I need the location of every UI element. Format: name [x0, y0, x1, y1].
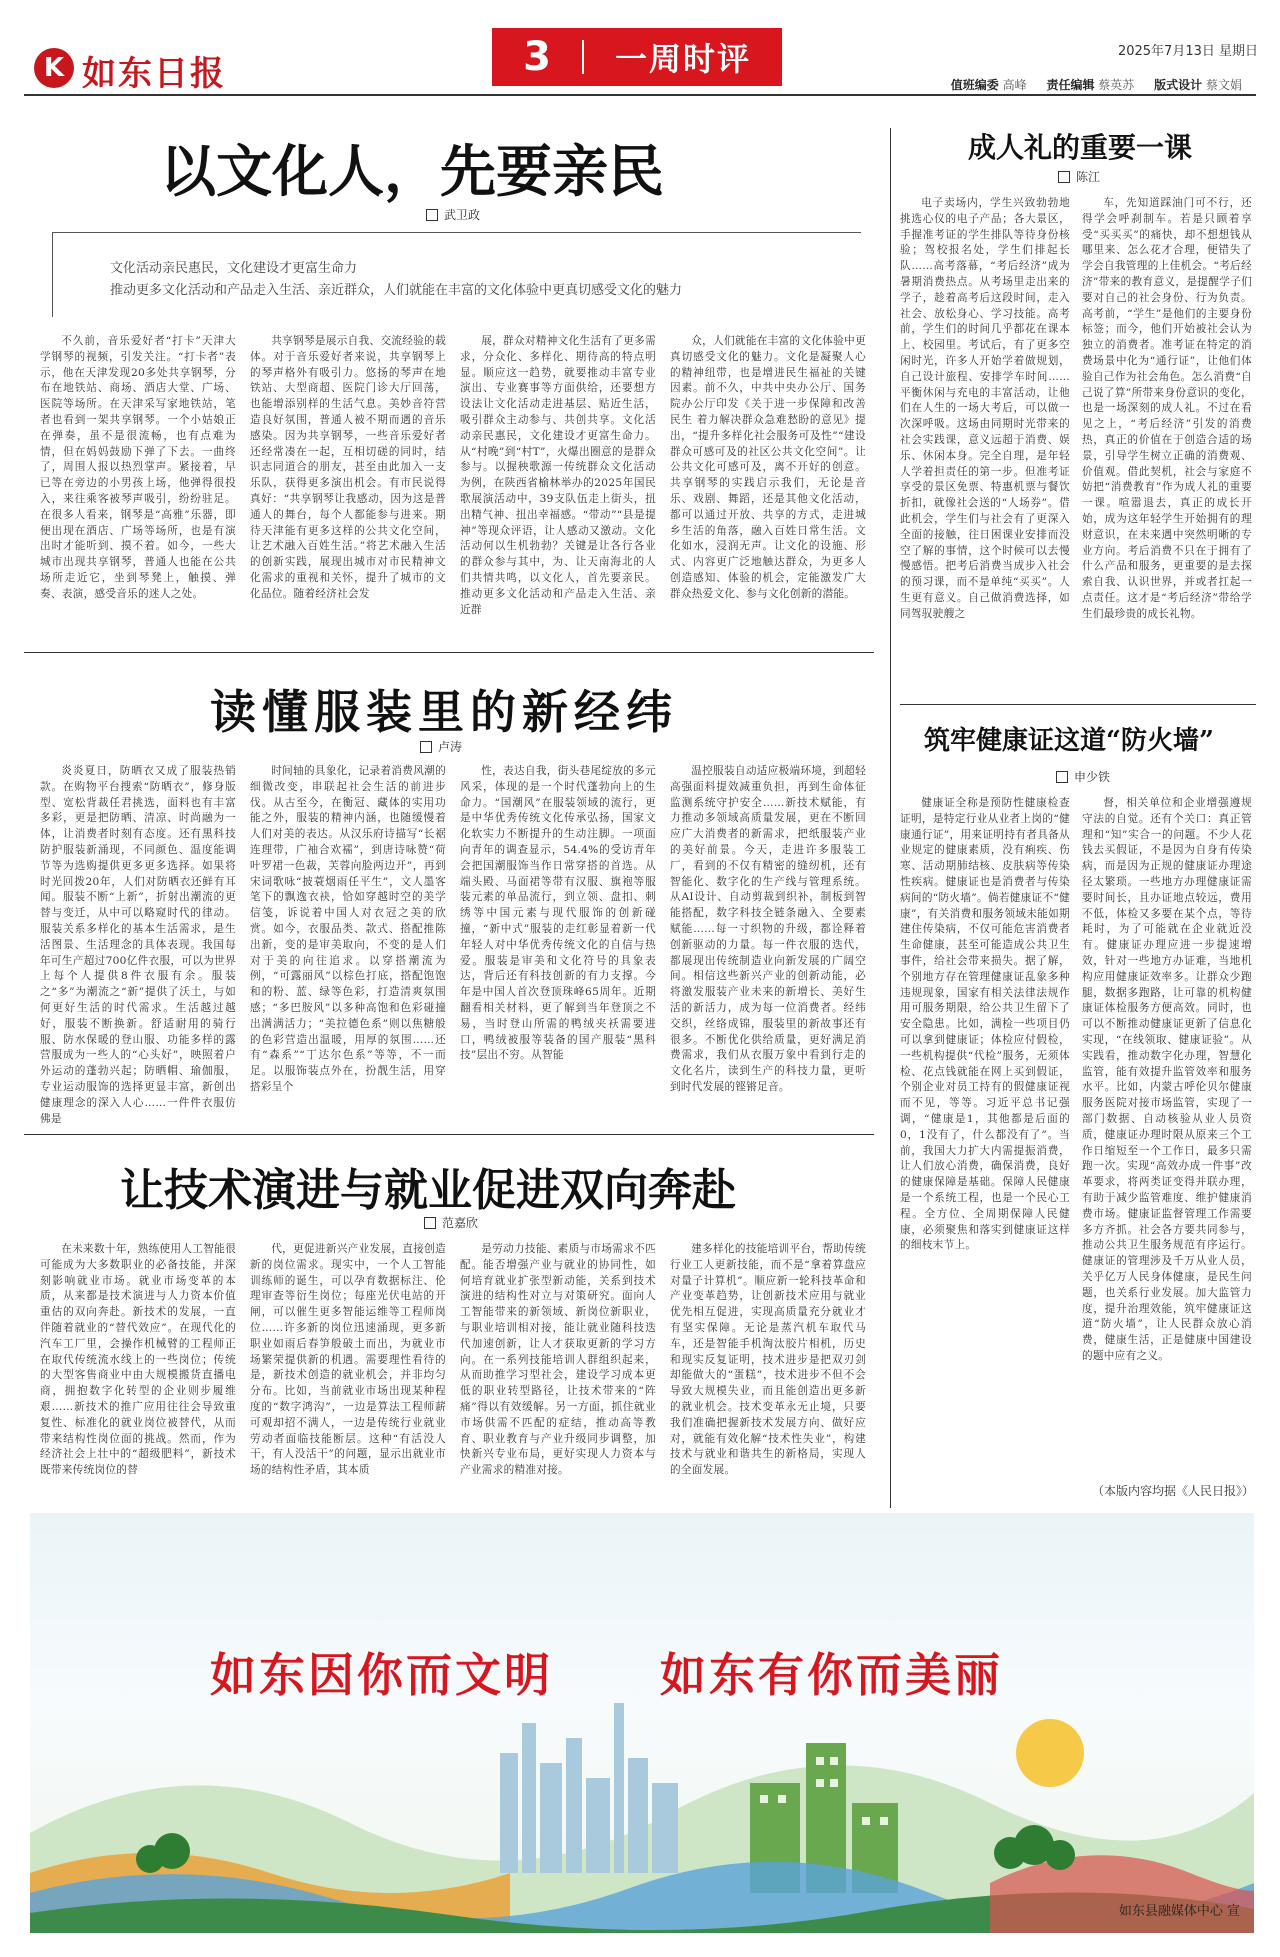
editor-role: 责任编辑	[1046, 78, 1095, 92]
banner-credit: 如东县融媒体中心 宣	[1118, 1904, 1240, 1919]
editor-role: 版式设计	[1154, 78, 1203, 92]
public-service-banner	[30, 1513, 1254, 1933]
article-column: 车，先知道踩油门可不行，还得学会呼刹制车。若是只顾着享受“买买买”的痛快，却不想想钱从哪里来、怎么花才合理，便错失了学会自我管理的上佳机会。“考后经济”带来的教育意义，是提醒学子们要对自己的社会身份、行为负责。高考前，“学生”是他们的主要身份标签；而今，他们开始被社会认为独立的消费者。准考证在特定的消费场景中化为“通行证”，让他们体验自己作为社会角色。怎么消费“自己说了算”所带来身份意识的变化，也是一场深刻的成人礼。不过在看见之上，“考后经济”引发的消费热，真正的价值在于创造合适的场景，引导学生树立正确的消费观、价值观。借此契机，社会与家庭不妨把“消费教育”作为成人礼的重要一课。喧嚣退去，真正的成长开始，成为这年轻学生开始拥有的理财意识，在未来遇中突然明晰的专业方向。考后消费不只在于拥有了什么产品和服务，更重要的是去探索自我、认识世界，并或者扛起一点责任。这才是“考后经济”带给学生们最珍贵的成长礼物。	[1082, 197, 1252, 620]
pull-quote-line: 推动更多文化活动和产品走入生活、亲近群众，人们就能在丰富的文化体验中更真切感受文化的魅力	[110, 283, 683, 298]
article-title: 读懂服装里的新经纬	[210, 685, 678, 739]
editor-name: 蔡英苏	[1098, 78, 1135, 92]
masthead-rule	[24, 94, 1256, 96]
banner-landscape-illustration	[30, 1683, 1254, 1933]
article-column: 建多样化的技能培训平台，帮助传统行业工人更新技能，而不是“拿着算盘应对量子计算机”。顺应新一轮科技革命和产业变革趋势，让创新技术应用与就业优先相互促进，实现高质量充分就业才有坚实保障。无论是蒸汽机车取代马车，还是智能手机淘汰胶片相机，历史和现实反复证明，技术进步是把双刃剑却能做大的“蛋糕”，技术进步不但不会导致大规模失业，而且能创造出更多新的就业机会。技术变革永无止境，只要我们准确把握新技术发展方向、做好应对，就能有效化解“技术性失业”，构建技术与就业和谐共生的新格局，实现人的全面发展。	[670, 1243, 866, 1477]
article-column: 共享钢琴是展示自我、交流经验的载体。对于音乐爱好者来说，共享钢琴上的琴声格外有吸引力。悠扬的琴声在地铁站、大型商超、医院门诊大厅回荡，也能增添别样的生活气息。美妙音符营造良好氛围，普通人被不期而遇的音乐感染。因为共享钢琴，一些音乐爱好者还经常凑在一起，互相切磋的同时，结识志同道合的朋友，甚至由此加入一支乐队，获得更多演出机会。有市民说得真好：“共享钢琴让我感动，因为这是普通人的舞台，每个人都能参与进来。期待天津能有更多这样的公共文化空间，让艺术融入百姓生活。”将艺术融入生活的创新实践，展现出城市对市民精神文化需求的重视和关怀，提升了城市的文化品位。随着经济社会发	[250, 335, 446, 600]
byline-box-icon	[424, 1217, 436, 1229]
article-column: 不久前，音乐爱好者“打卡”天津大学钢琴的视频，引发关注。“打卡者”表示，他在天津发现20多处共享钢琴，分布在地铁站、商场、酒店大堂、广场、医院等场所。在天津采写家地铁站，笔者也看到一架共享钢琴。一个小姑娘正在弹奏，虽不是很流畅，也有点难为情，但在妈妈鼓励下弹了下去。一曲终了，周围人报以热烈掌声。紧接着，早已等在旁边的小男孩上场，他弹得很投入，来往乘客被琴声吸引，纷纷驻足。在很多人看来，钢琴是“高雅”乐器，即便出现在酒店、广场等场所，也是有演出时才能听到、摸不着。如今，一些大城市出现共享钢琴，普通人也能在公共场所走近它，坐到琴凳上，触摸、弹奏、表演，感受音乐的迷人之处。	[40, 335, 236, 600]
article-column: 健康证全称是预防性健康检查证明，是特定行业从业者上岗的“健康通行证”，用来证明持有者具备从业规定的健康素质，没有痢疾、伤寒、活动期肺结核、皮肤病等传染性疾病。健康证也是消费者与传染病间的“防火墙”。倘若健康证不“健康”，有关消费和服务领域未能如期建住传染病，不仅可能危害消费者生命健康，甚至可能造成公共卫生事件，给社会带来损失。据了解，个别地方存在管理健康证乱象多种违规现象，国家有相关法律法规作用可服务期限，给公共卫生留下了安全隐患。比如，满检一些项目仍可以拿到健康证；体检应付假检，一些机构提供“代检”服务，无须体检、花点钱就能在网上买到假证，个别企业对员工持有的假健康证视而不见，等等。习近平总书记强调，“健康是1，其他都是后面的0，1没有了，什么都没有了”。当前，我国大力扩大内需提振消费，让人们放心消费，确保消费，良好的健康保障是基础。保障人民健康是一个系统工程，也是一个民心工程。全方位、全周期保障人民健康，必须聚焦和落实到健康证这样的细枝末节上。	[900, 797, 1070, 1252]
column-divider	[890, 128, 891, 1508]
article-title: 以文化人，先要亲民	[160, 139, 664, 205]
article-column: 众，人们就能在丰富的文化体验中更真切感受文化的魅力。文化是凝聚人心的精神纽带，也是增进民生福祉的关键因素。前不久，中共中央办公厅、国务院办公厅印发《关于进一步保障和改善民生 着力解决群众急难愁盼的意见》提出，“提升多样化社会服务可及性”“建设群众可感可及的社区公共文化空间”。让公共文化可感可及，离不开好的创意。共享钢琴的实践启示我们，无论是音乐、戏剧、舞蹈，还是其他文化活动，都可以通过开放、共享的方式，走进城乡生活的角落，融入百姓日常生活。文化如水，浸润无声。让文化的设施、形式、内容更广泛地触达群众，为更多人创造感知、体验的机会，定能激发广大群众热爱文化、参与文化创新的潜能。	[670, 335, 866, 600]
article-byline: 申少铁	[1056, 768, 1110, 785]
editor-credits	[951, 76, 1258, 93]
byline-box-icon	[420, 741, 432, 753]
page-number: 3	[523, 34, 551, 80]
article-title: 让技术演进与就业促进双向奔赴	[120, 1165, 736, 1216]
article-byline: 陈江	[1058, 168, 1100, 185]
sun-shape	[1016, 1719, 1084, 1787]
article-byline: 卢涛	[420, 738, 462, 755]
banner-slogan-right: 如东有你而美丽	[660, 1648, 1003, 1702]
article-column: 温控服装自动适应极端环境，到超轻高强面料提效减重负担，再到生命体征监测系统守护安全……新技术赋能，有力推动多领域高质量发展，更在不断回应广大消费者的新需求，把纸服装产业的美好前景。今天，走进许多服装工厂，看到的不仅有精密的缝纫机，还有智能化、数字化的生产线与管理系统。从AI设计、自动剪裁到织补，制板到智能搭配，数字科技全链条融入、全要素赋能……每一寸织物的升级，都诠释着创新驱动的力量。每一件衣服的迭代，都展现出传统制造业向新发展的广阔空间。相信这些新兴产业的创新动能，必将激发服装产业未来的新增长、美好生活的新活力，成为每一位消费者。经纬交织，丝络成锦，服装里的新故事还有很多。不断优化供给质量，更好满足消费需求，我们从衣服万象中看到行走的文化名片，读到生产的科技力量，更听到时代发展的铿锵足音。	[670, 765, 866, 1093]
byline-box-icon	[1058, 171, 1070, 183]
banner-slogan-left: 如东因你而文明	[210, 1648, 553, 1702]
article-title: 筑牢健康证这道“防火墙”	[924, 726, 1214, 756]
editor-role: 值班编委	[950, 78, 999, 92]
issue-date: 2025年7月13日 星期日	[1117, 44, 1258, 59]
byline-box-icon	[1056, 771, 1068, 783]
section-rule	[24, 1134, 874, 1135]
article-byline: 范嘉欣	[424, 1214, 478, 1231]
article-column: 性，表达自我，街头巷尾绽放的多元风采，体现的是一个时代蓬勃向上的生命力。“国潮风”在服装领域的流行，更是中华优秀传统文化传承弘扬，国家文化软实力不断提升的生动注脚。一项面向青年的调查显示，54.4%的受访青年会把国潮服饰当作日常穿搭的首选。从端头殿、马面裙等带有汉服、旗袍等服装元素的单品流行，到立领、盘扣、刺绣等中国元素与现代服饰的创新碰撞，“新中式”服装的走红彰显着新一代年轻人对中华优秀传统文化的自信与热爱。服装是审美和文化符号的具象表达，背后还有科技创新的有力支撑。今年是中国人首次登顶珠峰65周年。近期翻看相关材料，更了解到当年登顶之不易，当时登山所需的鸭绒夹袄需要进口，鸭绒被服等装备的国产服装“黑科技”层出不穷。从智能	[460, 765, 656, 1062]
article-column: 是劳动力技能、素质与市场需求不匹配。能否增强产业与就业的协同性，如何培育就业扩张型新动能，关系到技术演进的结构性对立与对策研究。面向人工智能带来的新领域、新岗位新职业，与职业培训相对接，能让就业随科技迭代加速创新，让人才获取更新的学习方向。在一系列技能培训人群组织起来，从而助推学习型社会，建设学习成本更低的职业转型路径，让技术带来的“阵痛”得以有效缓解。另一方面，抓住就业市场供需不匹配的症结，推动高等教育、职业教育与产业升级同步调整，加快新兴专业布局，更好实现人力资本与产业需求的精准对接。	[460, 1243, 656, 1477]
section-name: 一周时评	[614, 40, 751, 78]
article-column: 在未来数十年，熟练使用人工智能很可能成为大多数职业的必备技能，并深刻影响就业市场。就业市场变革的本质，从来都是技术演进与人力资本价值重估的双向奔赴。新技术的发展，一直伴随着就业的“替代效应”。在现代化的汽车工厂里，会操作机械臂的工程师正在取代传统流水线上的一些岗位；传统的大型客售商业中由大规模搬货直播电商，拥抱数字化转型的企业则步履维艰……新技术的推广应用往往会导致重复性、标准化的就业岗位被替代，从而带来结构性岗位面的挑战。然而，作为经济社会上壮中的“超级肥料”，新技术既带来传统岗位的替	[40, 1243, 236, 1477]
section-tab	[492, 28, 782, 86]
article-column: 代，更促进新兴产业发展，直接创造新的岗位需求。现实中，一个人工智能训练师的诞生，可以孕育数据标注、伦理审查等衍生岗位；每座光伏电站的开闸，可以催生更多智能运维等工程师岗位……许多新的岗位迅速涌现，更多新职业如雨后春笋般破土而出，为就业市场繁荣提供新的机遇。需要理性看待的是，新技术创造的就业机会，并非均匀分布。比如，当前就业市场出现某种程度的“数字鸿沟”，一边是算法工程师薪可观却招不满人，一边是传统行业就业劳动者面临技能断层。这种“有活没人干，有人没活干”的问题，显示出就业市场的结构性矛盾，其本质	[250, 1243, 446, 1477]
paper-name: 如东日报	[82, 54, 226, 94]
article-title: 成人礼的重要一课	[968, 131, 1193, 164]
article-column: 电子卖场内，学生兴致勃勃地挑选心仪的电子产品；各大景区，手握准考证的学生排队等待身份核验；驾校报名处，学生们排起长队……高考落幕，“考后经济”成为暑期消费热点。从考场里走出来的学子，趁着高考后这段时间，走入社会、放松身心、学习技能。高考前，学生们的时间几乎都花在课本上、校园里。考试后，有了更多空闲时光，许多人开始学着做规划，自己设计旅程、安排学车时间……平衡休闲与充电的丰富活动，让他们在人生的一场大考后，可以做一次深呼吸。这场由同期时光带来的社会实践课，意义远超于消费、娱乐、休闲本身。完全自理，是年轻人学着担责任的第一步。但准考证享受的景区免票、特惠机票与餐饮折扣，就像社会送的“人场券”。借此机会，学生们与社会有了更深入全面的接触，往日困课业安排而没空了解的事情，这个时候可以去慢慢感悟。把考后消费当成步入社会的预习课，而不是单纯“买买”。人生更有意义。自己做消费选择，如同驾驭驶艘之	[900, 197, 1070, 620]
article-column: 炎炎夏日，防晒衣又成了服装热销款。在购物平台搜索“防晒衣”，修身版型、宽松背裁任君挑选，面料也有丰富多彩，更是把防晒、清凉、时尚融为一体，让消费者时刻有态度。还有黑科技防护服装新涌现，不同颜色、温度能调节等为选购提供更多更多选择。如果将时光回拨20年，人们对防晒衣还鲜有耳闻。服装不断“上新”，折射出潮流的更替与变迁，从中可以略窥时代的律动。服装关系多样化的基本生活需求，是生活图景、生活理念的具体表现。我国每年可生产超过700亿件衣服，可以为世界上每个人提供8件衣服有余。服装之“多”为潮流之“新”提供了沃土，与如何更好生活的时代需求。生活越过越好，服装不断换新。舒适耐用的骑行服、防水保暖的登山服、功能多样的露营服成为一些人的“心头好”，映照着户外运动的蓬勃兴起；防晒帽、瑜伽服，专业运动服饰的选择更显丰富，新创出健康理念的深入人心……一件件衣服仿佛是	[40, 765, 236, 1124]
byline-box-icon	[426, 209, 438, 221]
article-column: 时间轴的具象化，记录着消费风潮的细微改变，串联起社会生活的前进步伐。从古至今，在衡冠、藏体的实用功能之外，服装的精神内涵，也随缓慢着人们对美的表达。从汉乐府诗描写“长裾连理带，广袖合欢襦”，到唐诗咏赞“荷叶罗裙一色裁，芙蓉向脸两边开”，再到宋词歌咏“披蓑烟雨任平生”，文人墨客笔下的飘逸衣袂，恰如穿越时空的美学信笺，诉说着中国人对衣冠之美的欣赏。如今，衣服品类、款式、搭配推陈出新，变的是审美取向，不变的是人们对于美的向往追求。以穿搭潮流为例，“可露丽风”以棕色打底，搭配饱饱和的粉、蓝、绿等色彩，打造清爽氛围感；“多巴胺风”以多种高饱和色彩碰撞出满满活力；“美拉德色系”则以焦糖般的色彩营造出温暖，用厚的氛围……还有“森系”“丁达尔色系”等等，不一而足。以服饰装点外在，扮靓生活，用穿搭彩呈个	[250, 765, 446, 1093]
article-byline: 武卫政	[426, 206, 480, 223]
source-note: （本版内容均据《人民日报》）	[1091, 1484, 1254, 1498]
editor-name: 蔡文娟	[1205, 78, 1242, 92]
article-column: 督，相关单位和企业增强遵规守法的自觉。还有个关口：真正管理和“知”实合一的问题。不少人花钱去买假证，不是因为自身有传染病，而是因为正规的健康证办理途径太繁琐。一些地方办理健康证需要时间长，且办证地点较远，费用不低，体检又多要在某个点，等待耗时，为了可能就在企业就近没有。健康证办理应进一步提速增效，针对一些地方办证难，当地机构应用健康证效率多。让群众少跑腿，数据多跑路，让可靠的机构健康证体检服务方便高效。同时，也可以不断推动健康证更新了信息化实现，“在线领取、健康证验”。从实践看，推动数字化办理，智慧化监管，能有效提升监管效率和服务水平。比如，内蒙古呼伦贝尔健康服务医院对接市场监管，实现了一部门数据、自动核验从业人员资质，健康证办理时限从原来三个工作日缩短至一个工作日，最多只需跑一次。实现“高效办成一件事”改革要求，将两类证变得并联办理，有助于减少监管难度、维护健康消费市场。健康证监督管理工作需要多方齐抓。社会各方要共同参与，推动公共卫生服务规范有序运行。健康证的管理涉及千万从业人员，关乎亿万人民身体健康，是民生问题，也关系行业发展。加大监管力度，提升治理效能，筑牢健康证这道“防火墙”，让人民群众放心消费，健康生活，正是健康中国建设的题中应有之义。	[1082, 797, 1252, 1362]
pull-quote-line: 文化活动亲民惠民，文化建设才更富生命力	[110, 261, 358, 276]
editor-name: 高峰	[1002, 78, 1027, 92]
paper-logo-icon: K	[34, 48, 74, 88]
article-column: 展，群众对精神文化生活有了更多需求，分众化、多样化、期待高的特点明显。顺应这一趋势，就要推动丰富专业演出、专业赛事等方面供给，还要想方设法让文化活动走进基层、贴近生活，吸引群众主动参与、共创共享。文化活动亲民惠民，文化建设才更富生命力。从“村晚”到“村T”，火爆出圈意的是群众参与。以握秧歌源一传统群众文化活动为例，在陕西省榆林举办的2025年国民歌展演活动中，39支队伍走上街头，扭出精气神、扭出幸福感。“带动”“县是提神”等现众评语，让人感动又激动。文化活动何以生机勃勃？关键是让各行各业的群众参与其中，为、让天南海北的人们共情共鸣，以文化人，首先要亲民。推动更多文化活动和产品走入生活、亲近群	[460, 335, 656, 616]
section-rule	[24, 652, 874, 653]
pull-quote	[110, 258, 870, 302]
section-rule	[900, 704, 1256, 705]
